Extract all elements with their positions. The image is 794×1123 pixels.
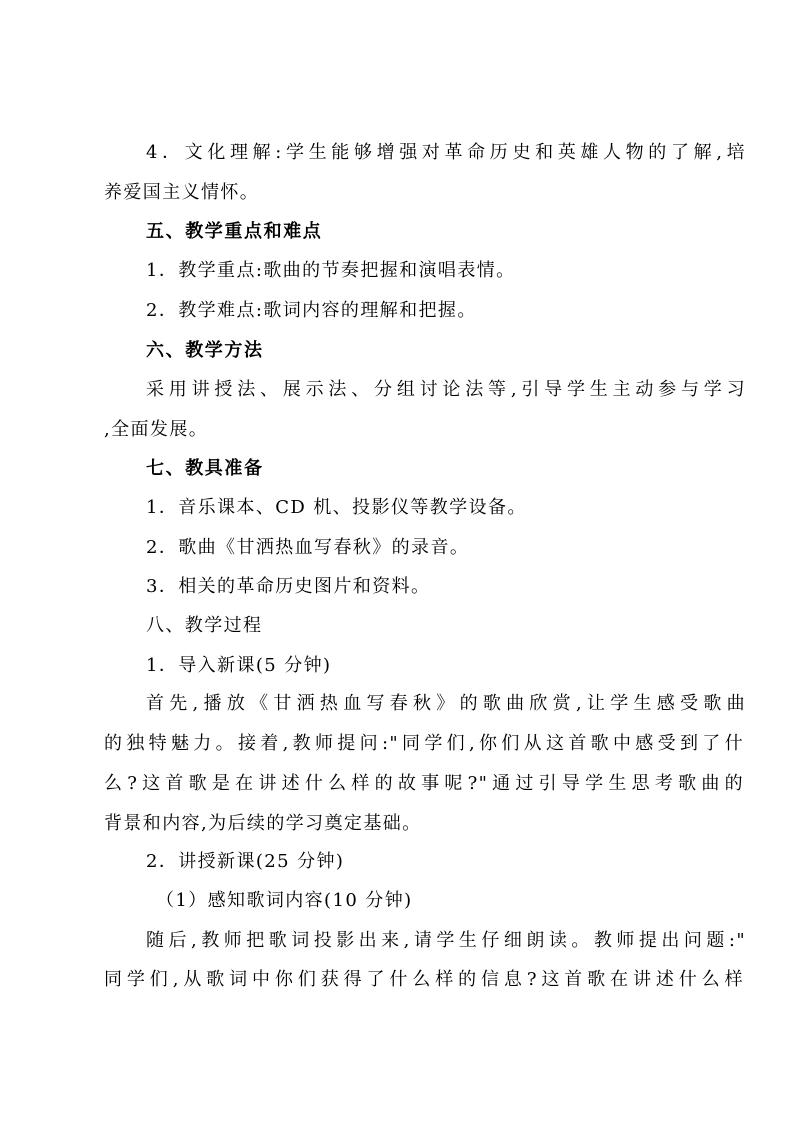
section-heading: 五、教学重点和难点: [146, 221, 323, 242]
section-heading: 六、教学方法: [146, 340, 264, 361]
text-line: 背景和内容,为后续的学习奠定基础。: [104, 813, 422, 834]
text-line: 随后,教师把歌词投影出来,请学生仔细朗读。教师提出问题:": [146, 930, 746, 951]
text-line: 2．讲授新课(25 分钟): [146, 851, 345, 872]
text-line: 么?这首歌是在讲述什么样的故事呢?"通过引导学生思考歌曲的: [104, 773, 744, 794]
section-heading: 八、教学过程: [146, 615, 263, 636]
text-line: 1．教学重点:歌曲的节奏把握和演唱表情。: [146, 260, 516, 281]
text-line: 首先,播放《甘洒热血写春秋》的歌曲欣赏,让学生感受歌曲: [146, 693, 746, 714]
text-line: 4．文化理解:学生能够增强对革命历史和英雄人物的了解,培: [146, 142, 746, 163]
text-line: 的独特魅力。接着,教师提问:"同学们,你们从这首歌中感受到了什: [104, 733, 744, 754]
text-line: ,全面发展。: [104, 419, 209, 440]
text-line: 1．音乐课本、CD 机、投影仪等教学设备。: [146, 497, 527, 518]
text-line: 3．相关的革命历史图片和资料。: [146, 576, 431, 597]
text-line: 2．歌曲《甘洒热血写春秋》的录音。: [146, 537, 470, 558]
text-line: 采用讲授法、展示法、分组讨论法等,引导学生主动参与学习: [146, 379, 746, 400]
section-heading: 七、教具准备: [146, 458, 264, 479]
text-line: 养爱国主义情怀。: [104, 182, 260, 203]
text-line: 2．教学难点:歌词内容的理解和把握。: [146, 300, 477, 321]
text-line: 同学们,从歌词中你们获得了什么样的信息?这首歌在讲述什么样: [104, 969, 744, 990]
text-line: （1）感知歌词内容(10 分钟): [156, 890, 413, 911]
text-line: 1．导入新课(5 分钟): [146, 655, 332, 676]
